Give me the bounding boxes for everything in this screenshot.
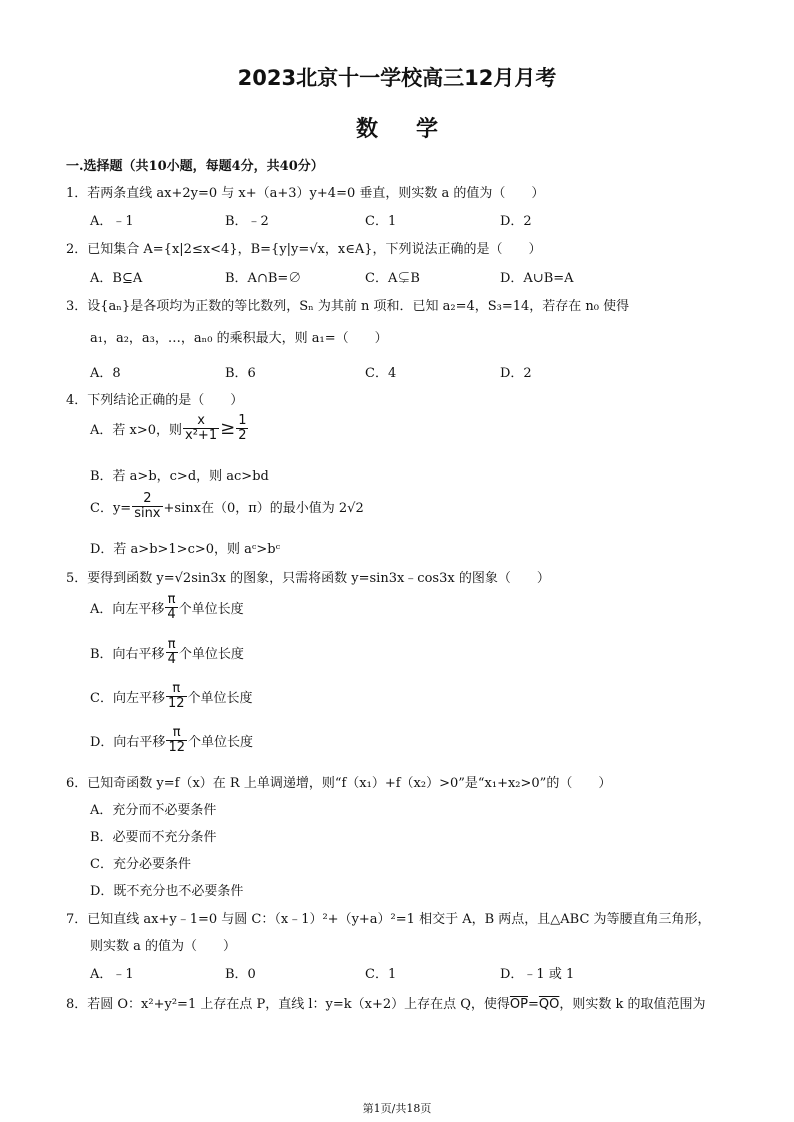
option-prefix: B．向右平移 <box>90 646 165 662</box>
option-suffix: 个单位长度 <box>187 734 253 750</box>
option-suffix: 个单位长度 <box>178 646 244 662</box>
question-4-option-c-suffix: +sinx在（0，π）的最小值为 2√2 <box>163 500 364 516</box>
option-suffix: 个单位长度 <box>178 601 244 617</box>
page-footer: 第1页/共18页 <box>362 1102 432 1115</box>
fraction-numerator: x <box>197 413 205 428</box>
fraction-2-over-sinx <box>132 492 162 520</box>
fraction-denominator: 12 <box>168 739 185 755</box>
question-4-option-d: D．若 a>b>1>c>0，则 aᶜ>bᶜ <box>90 542 281 557</box>
question-2-option-b: B．A∩B=∅ <box>225 271 302 286</box>
fraction-denominator: 4 <box>167 606 176 622</box>
question-6-option-b: B．必要而不充分条件 <box>90 830 217 845</box>
question-5-option-b <box>90 638 244 666</box>
fraction-one-half <box>236 414 248 442</box>
question-1-option-d: D．2 <box>500 214 532 229</box>
fraction-x-over-x2plus1 <box>183 414 219 442</box>
fraction-denominator: sinx <box>134 505 161 521</box>
section-heading: 一.选择题（共10小题，每题4分，共40分） <box>66 159 324 174</box>
option-prefix: D．向右平移 <box>90 734 166 750</box>
question-7-line-2: 则实数 a 的值为（ ） <box>90 939 237 954</box>
option-prefix: C．向左平移 <box>90 690 165 706</box>
question-7-option-a: A．﹣1 <box>90 967 134 982</box>
question-6-option-d: D．既不充分也不必要条件 <box>90 884 244 899</box>
vector-op: $\overline{OP}$ <box>509 997 528 1012</box>
fraction-denominator: 12 <box>167 695 185 711</box>
question-8-suffix: ，则实数 k 的取值范围为 <box>559 997 706 1012</box>
question-4-option-a-prefix: A．若 x>0，则 <box>90 422 183 438</box>
question-2-option-c: C．A⊊B <box>365 271 420 286</box>
question-5-stem: 5．要得到函数 y=√2sin3x 的图象，只需将函数 y=sin3x﹣cos3x 的图象（ ） <box>66 571 550 586</box>
relation-symbol: ≥ <box>220 417 236 439</box>
fraction-denominator: x²+1 <box>185 427 218 443</box>
question-7-option-b: B．0 <box>225 967 256 982</box>
question-5-option-a <box>90 593 244 621</box>
question-4-option-c-prefix: C．y= <box>90 500 132 516</box>
vector-qo: $\overline{QO}$ <box>538 997 560 1012</box>
question-3-option-d: D．2 <box>500 366 532 381</box>
question-7-line-1: 7．已知直线 ax+y﹣1=0 与圆 C：（x﹣1）²+（y+a）²=1 相交于 A，B 两点，且△ABC 为等腰直角三角形， <box>66 912 711 927</box>
fraction-denominator: 4 <box>167 651 176 667</box>
question-3-option-a: A．8 <box>90 366 121 381</box>
fraction-denominator: 2 <box>238 427 247 443</box>
question-5-option-d <box>90 726 253 754</box>
fraction-numerator: π <box>172 725 181 740</box>
question-1-option-b: B．﹣2 <box>225 214 269 229</box>
question-1-stem: 1．若两条直线 ax+2y=0 与 x+（a+3）y+4=0 垂直，则实数 a 的值为（ ） <box>66 186 545 201</box>
question-8-stem <box>66 993 706 1012</box>
question-6-stem: 6．已知奇函数 y=f（x）在 R 上单调递增，则“f（x₁）+f（x₂）>0”是“x₁+x₂>0”的（ ） <box>66 776 612 791</box>
question-4-option-a <box>90 414 249 442</box>
question-2-stem: 2．已知集合 A={x|2≤x<4}，B={y|y=√x，x∈A}，下列说法正确的是（ ） <box>66 242 542 257</box>
option-suffix: 个单位长度 <box>187 690 253 706</box>
question-1-option-a: A．﹣1 <box>90 214 134 229</box>
fraction-numerator: π <box>167 637 176 652</box>
question-2-option-a: A．B⊆A <box>90 271 143 286</box>
fraction-numerator: π <box>172 681 181 696</box>
question-4-stem: 4．下列结论正确的是（ ） <box>66 393 244 408</box>
fraction-numerator: π <box>167 592 176 607</box>
question-3-line-2: a₁，a₂，a₃，…，aₙ₀ 的乘积最大，则 a₁=（ ） <box>90 331 388 346</box>
exam-title: 2023北京十一学校高三12月月考 <box>237 66 557 90</box>
question-8-prefix: 8．若圆 O：x²+y²=1 上存在点 P，直线 l：y=k（x+2）上存在点 Q，使得 <box>66 997 510 1012</box>
fraction-pi-over-12 <box>166 726 187 754</box>
question-6-option-a: A．充分而不必要条件 <box>90 803 217 818</box>
question-2-option-d: D．A∪B=A <box>500 271 574 286</box>
fraction-pi-over-12 <box>166 682 187 710</box>
question-1-option-c: C．1 <box>365 214 397 229</box>
question-4-option-c <box>90 492 364 520</box>
question-5-option-c <box>90 682 253 710</box>
subject-title: 数学 <box>355 117 476 142</box>
fraction-numerator: 2 <box>143 491 152 506</box>
question-4-option-b: B．若 a>b，c>d，则 ac>bd <box>90 469 269 484</box>
question-3-option-b: B．6 <box>225 366 256 381</box>
fraction-numerator: 1 <box>238 413 247 428</box>
option-prefix: A．向左平移 <box>90 601 165 617</box>
fraction-pi-over-4 <box>166 638 178 666</box>
equals-sign: = <box>528 997 539 1012</box>
fraction-pi-over-4 <box>165 593 177 621</box>
question-3-option-c: C．4 <box>365 366 397 381</box>
question-7-option-d: D．﹣1 或 1 <box>500 967 575 982</box>
question-7-option-c: C．1 <box>365 967 397 982</box>
question-3-line-1: 3．设{aₙ}是各项均为正数的等比数列，Sₙ 为其前 n 项和．已知 a₂=4，S₃=14，若存在 n₀ 使得 <box>66 299 630 314</box>
question-6-option-c: C．充分必要条件 <box>90 857 191 872</box>
